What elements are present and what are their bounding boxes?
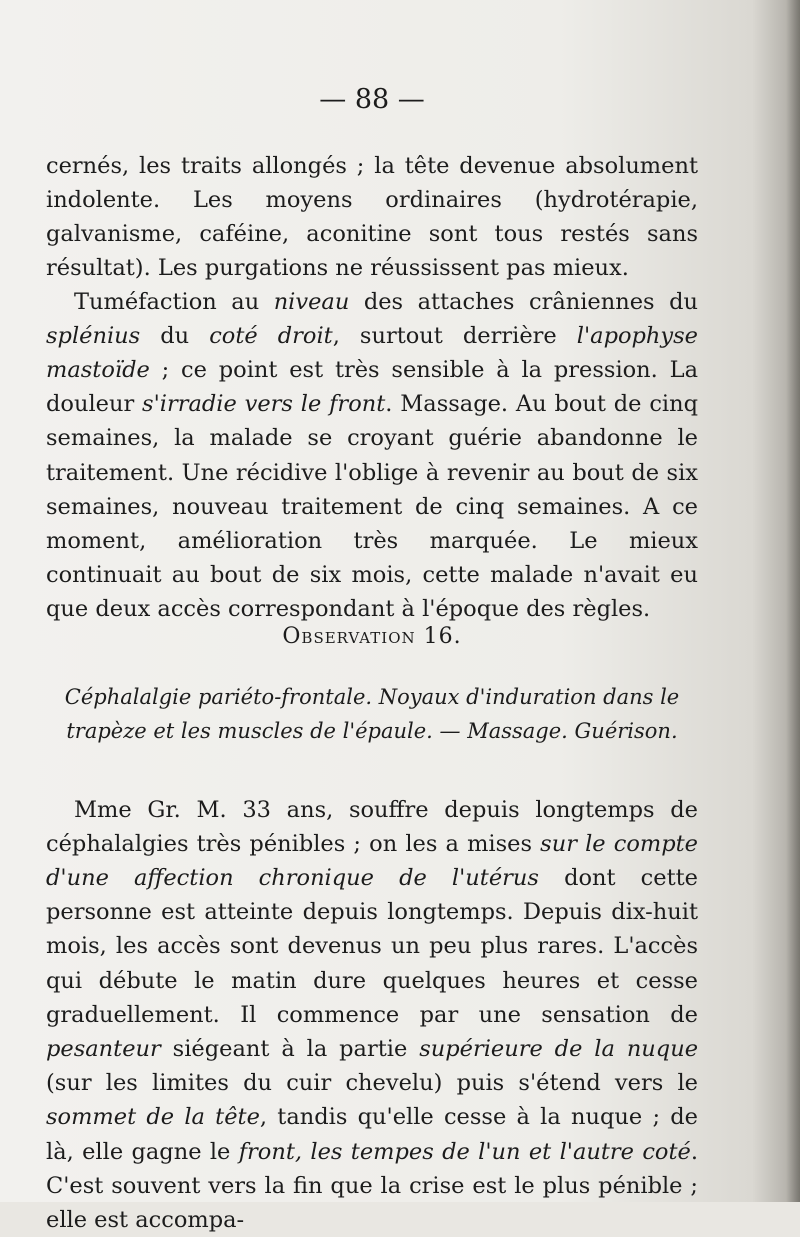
paragraph-3-italic: pesanteur [46, 1036, 161, 1062]
paragraph-2-italic: niveau [274, 289, 350, 315]
page-edge-shadow [786, 0, 800, 1202]
paragraph-2-text: Tuméfaction au [74, 289, 274, 315]
paragraph-2-text: ; ce point est très sensible à la pression. La douleur [46, 357, 698, 417]
paragraph-1: cernés, les traits allongés ; la tête devenue absolument indolente. Les moyens ordinaires (hydrotérapie, galvanisme, caféine, aconitine sont tous restés sans résultat). Les purgations ne réussissent pas mieux. [46, 149, 698, 286]
paragraph-3-text: siégeant à la partie [161, 1036, 419, 1062]
paragraph-3-text: (sur les limites du cuir chevelu) puis s'étend vers le [46, 1070, 698, 1096]
paragraph-3-italic: sur le compte d'une affection chronique de l'utérus [46, 831, 698, 891]
paragraph-2-italic: splénius [46, 323, 140, 349]
paragraph-2-italic: s'irradie vers le front [142, 391, 385, 417]
paragraph-2-text: . Massage. Au bout de cinq semaines, la malade se croyant guérie abandonne le traitement. Une récidive l'oblige à revenir au bout de six semaines, nouveau traitement de cinq semaines. A ce moment, amélioration très marquée. Le mieux continuait au bout de six mois, cette malade n'avait eu que deux accès correspondant à l'époque des règles. [46, 391, 698, 622]
paragraph-2-italic: l'apophyse mastoïde [46, 323, 698, 383]
paragraph-3-text: , tandis qu'elle cesse à la nuque ; de là, elle gagne le [46, 1104, 698, 1164]
paragraph-3-italic: supérieure de la nuque [419, 1036, 698, 1062]
paragraph-2-italic: coté droit [209, 323, 333, 349]
paragraph-3-text: . C'est souvent vers la fin que la crise est le plus pénible ; elle est accompa- [46, 1139, 698, 1233]
paragraph-3-text: Mme Gr. M. 33 ans, souffre depuis longtemps de céphalalgies très pénibles ; on les a mises [46, 797, 698, 857]
paragraph-3 [46, 793, 698, 1237]
paragraph-2-text: , surtout derrière [333, 323, 577, 349]
paragraph-3-italic: sommet de la tête [46, 1104, 260, 1130]
paragraph-3-text: dont cette personne est atteinte depuis longtemps. Depuis dix-huit mois, les accès sont devenus un peu plus rares. L'accès qui débute le matin dure quelques heures et cesse graduellement. Il commence par une sensation de [46, 865, 698, 1028]
paragraph-2-text: du [140, 323, 209, 349]
observation-title: Observation 16. [46, 624, 698, 649]
paragraph-2 [46, 285, 698, 627]
paragraph-2-text: des attaches crâniennes du [349, 289, 698, 315]
page-number: — 88 — [46, 84, 698, 115]
observation-subtitle: Céphalalgie pariéto-frontale. Noyaux d'induration dans le trapèze et les muscles de l'épaule. — Massage. Guérison. [46, 680, 698, 748]
paragraph-3-italic: front, les tempes de l'un et l'autre coté [239, 1139, 691, 1165]
